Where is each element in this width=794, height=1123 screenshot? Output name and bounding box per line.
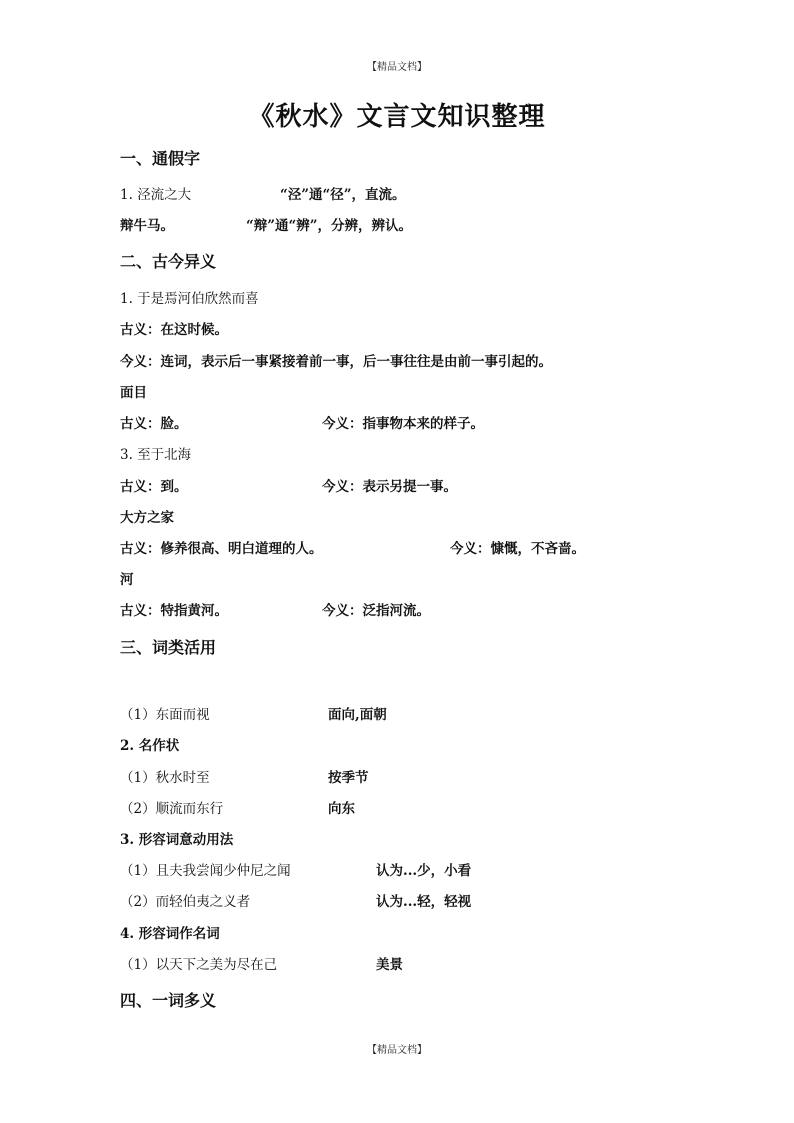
- gujin-entry-3-jin: 今义：表示另提一事。: [322, 479, 457, 495]
- huoyong-group-3-heading: 3. 形容词意动用法: [120, 832, 234, 848]
- huoyong-3-2: [120, 890, 472, 910]
- page-footer: 【精品文档】: [367, 1045, 427, 1056]
- huoyong-2-1: [120, 766, 369, 786]
- huoyong-3-2-text: （2）而轻伯夷之义者: [120, 894, 251, 910]
- gujin-entry-4-label: 大方之家: [120, 510, 174, 526]
- gujin-entry-2-gu: 古义：脸。: [120, 416, 188, 432]
- huoyong-2-2-text: （2）顺流而东行: [120, 801, 224, 817]
- huoyong-3-2-gloss: 认为...轻，轻视: [376, 894, 472, 910]
- huoyong-2-2-gloss: 向东: [328, 801, 355, 817]
- page-header: 【精品文档】: [367, 62, 427, 73]
- gujin-entry-3: [120, 475, 457, 495]
- huoyong-1-1: [120, 703, 387, 723]
- gujin-entry-4: [120, 537, 585, 557]
- gujin-entry-1-label: 1. 于是焉河伯欣然而喜: [120, 291, 259, 307]
- gujin-entry-5: [120, 599, 430, 619]
- gujin-entry-2: [120, 412, 484, 432]
- gujin-entry-3-gu: 古义：到。: [120, 479, 188, 495]
- huoyong-4-1-gloss: 美景: [376, 957, 403, 973]
- tongjiazi-item-2-note: “辩”通“辨”，分辨，辨认。: [246, 218, 413, 234]
- tongjiazi-item-2-label: 辩牛马。: [120, 218, 174, 234]
- gujin-entry-1-gu: 古义：在这时候。: [120, 322, 228, 338]
- gujin-entry-4-gu: 古义：修养很高、明白道理的人。: [120, 541, 323, 557]
- gujin-entry-2-jin: 今义：指事物本来的样子。: [322, 416, 484, 432]
- tongjiazi-item-2: [120, 214, 413, 234]
- gujin-entry-2-label: 面目: [120, 385, 147, 401]
- huoyong-3-1-gloss: 认为...少，小看: [376, 863, 472, 879]
- section-heading-gujinyiyi: 二、古今异义: [120, 252, 217, 271]
- huoyong-3-1-text: （1）且夫我尝闻少仲尼之闻: [120, 863, 291, 879]
- section-heading-yiciduoyi: 四、一词多义: [120, 991, 217, 1010]
- huoyong-4-1-text: （1）以天下之美为尽在己: [120, 957, 278, 973]
- gujin-entry-5-gu: 古义：特指黄河。: [120, 603, 228, 619]
- gujin-entry-5-jin: 今义：泛指河流。: [322, 603, 430, 619]
- huoyong-2-1-text: （1）秋水时至: [120, 770, 210, 786]
- section-heading-tongjiazi: 一、通假字: [120, 149, 201, 168]
- huoyong-1-1-text: （1）东面而视: [120, 707, 210, 723]
- huoyong-group-2-heading: 2. 名作状: [120, 738, 180, 754]
- gujin-entry-4-jin: 今义：慷慨，不吝啬。: [450, 541, 585, 557]
- huoyong-2-1-gloss: 按季节: [328, 770, 369, 786]
- tongjiazi-item-1-note: “泾”通“径”，直流。: [280, 187, 406, 203]
- huoyong-1-1-gloss: 面向,面朝: [328, 707, 387, 723]
- huoyong-group-4-heading: 4. 形容词作名词: [120, 926, 220, 942]
- tongjiazi-item-1-label: 1. 泾流之大: [120, 187, 192, 203]
- huoyong-3-1: [120, 859, 472, 879]
- tongjiazi-item-1: [120, 183, 406, 203]
- gujin-entry-3-label: 3. 至于北海: [120, 447, 192, 463]
- huoyong-4-1: [120, 953, 403, 973]
- gujin-entry-1-jin: 今义：连词，表示后一事紧接着前一事，后一事往往是由前一事引起的。: [120, 354, 552, 370]
- document-title: 《秋水》文言文知识整理: [248, 102, 546, 132]
- huoyong-2-2: [120, 797, 355, 817]
- gujin-entry-5-label: 河: [120, 572, 134, 588]
- section-heading-cileihuoyong: 三、词类活用: [120, 638, 217, 657]
